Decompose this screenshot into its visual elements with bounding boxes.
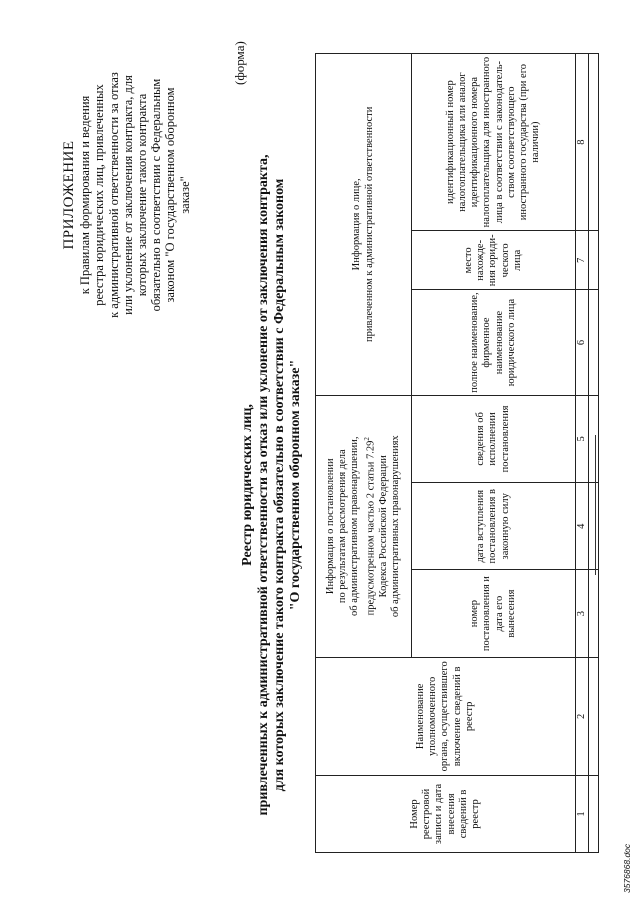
resolution-info-line: по результатам рассмотрения дела [336, 449, 348, 604]
article-superscript: 2 [363, 437, 372, 441]
register-title-line: привлеченных к административной ответственности за отказ или уклонение от заключения контракта, [256, 154, 271, 816]
footer-separator-line [595, 435, 596, 575]
resolution-info-line: об административном правонарушении, [349, 436, 361, 616]
header-taxpayer-id: идентификационный номер налогоплательщика или аналог идентификационного номера налогоплательщика для иностранного лица в соответствии с законодатель- ством соответствующего иностранного государства (при его наличии) [412, 54, 576, 231]
empty-data-row [589, 54, 599, 853]
header-authority-name: Наименование уполномоченного органа, осуществившего включение сведений в реестр [316, 657, 576, 775]
column-number: 4 [576, 483, 589, 570]
register-title [240, 125, 304, 845]
register-table [315, 53, 599, 853]
empty-cell [589, 657, 599, 775]
resolution-info-line: Кодекса Российской Федерации [377, 455, 389, 598]
empty-cell [589, 231, 599, 290]
resolution-info-line: об административных правонарушениях [390, 435, 402, 618]
empty-cell [589, 54, 599, 231]
register-title-line: "О государственном оборонном заказе" [288, 359, 303, 611]
column-number-row [576, 54, 589, 853]
appendix-line: законом "О государственном оборонном [163, 87, 178, 303]
header-execution-info: сведения об исполнении постановления [412, 395, 576, 482]
empty-cell [589, 290, 599, 395]
header-entity-name: полное наименование, фирменное наименование юридического лица [412, 290, 576, 395]
form-label: (форма) [232, 41, 247, 85]
column-number: 1 [576, 775, 589, 852]
document-id: 3576868.doc [622, 843, 632, 893]
person-info-line: привлеченном к административной ответственности [363, 106, 375, 343]
column-number: 6 [576, 290, 589, 395]
resolution-article-text: предусмотренном частью 2 статьи 7.29 [365, 440, 377, 616]
resolution-info-line [361, 398, 378, 655]
column-number: 3 [576, 570, 589, 657]
header-effective-date: дата вступления постановления в законную силу [412, 483, 576, 570]
appendix-block [62, 30, 192, 360]
header-resolution-info [316, 395, 412, 657]
column-number: 8 [576, 54, 589, 231]
register-title-line: для которых заключение такого контракта обязательно в соответствии с Федеральным законом [272, 178, 287, 792]
empty-cell [589, 483, 599, 570]
empty-cell [589, 775, 599, 852]
appendix-line: к Правилам формирования и ведения [78, 95, 93, 295]
appendix-line: реестра юридических лиц, привлеченных [92, 84, 107, 306]
appendix-line: заказе" [177, 176, 192, 214]
empty-cell [589, 395, 599, 482]
appendix-line: или уклонение от заключения контракта, для [120, 75, 135, 315]
header-entity-location: место нахожде- ния юриди- ческого лица [412, 231, 576, 290]
header-record-number: Номер реестровой записи и дата внесения сведений в реестр [316, 775, 576, 852]
resolution-info-line: Информация о постановлении [324, 458, 336, 595]
column-number: 2 [576, 657, 589, 775]
appendix-line: которых заключение такого контракта [135, 93, 150, 297]
appendix-line: к административной ответственности за отказ [106, 72, 121, 318]
column-number: 7 [576, 231, 589, 290]
empty-cell [589, 570, 599, 657]
header-person-info [316, 54, 412, 396]
appendix-line: обязательно в соответствии с Федеральным [149, 78, 164, 312]
header-resolution-number-date: номер постановления и дата его вынесения [412, 570, 576, 657]
column-number: 5 [576, 395, 589, 482]
register-title-line: Реестр юридических лиц, [240, 404, 255, 566]
person-info-line: Информация о лице, [351, 178, 363, 271]
appendix-title: ПРИЛОЖЕНИЕ [61, 140, 77, 250]
